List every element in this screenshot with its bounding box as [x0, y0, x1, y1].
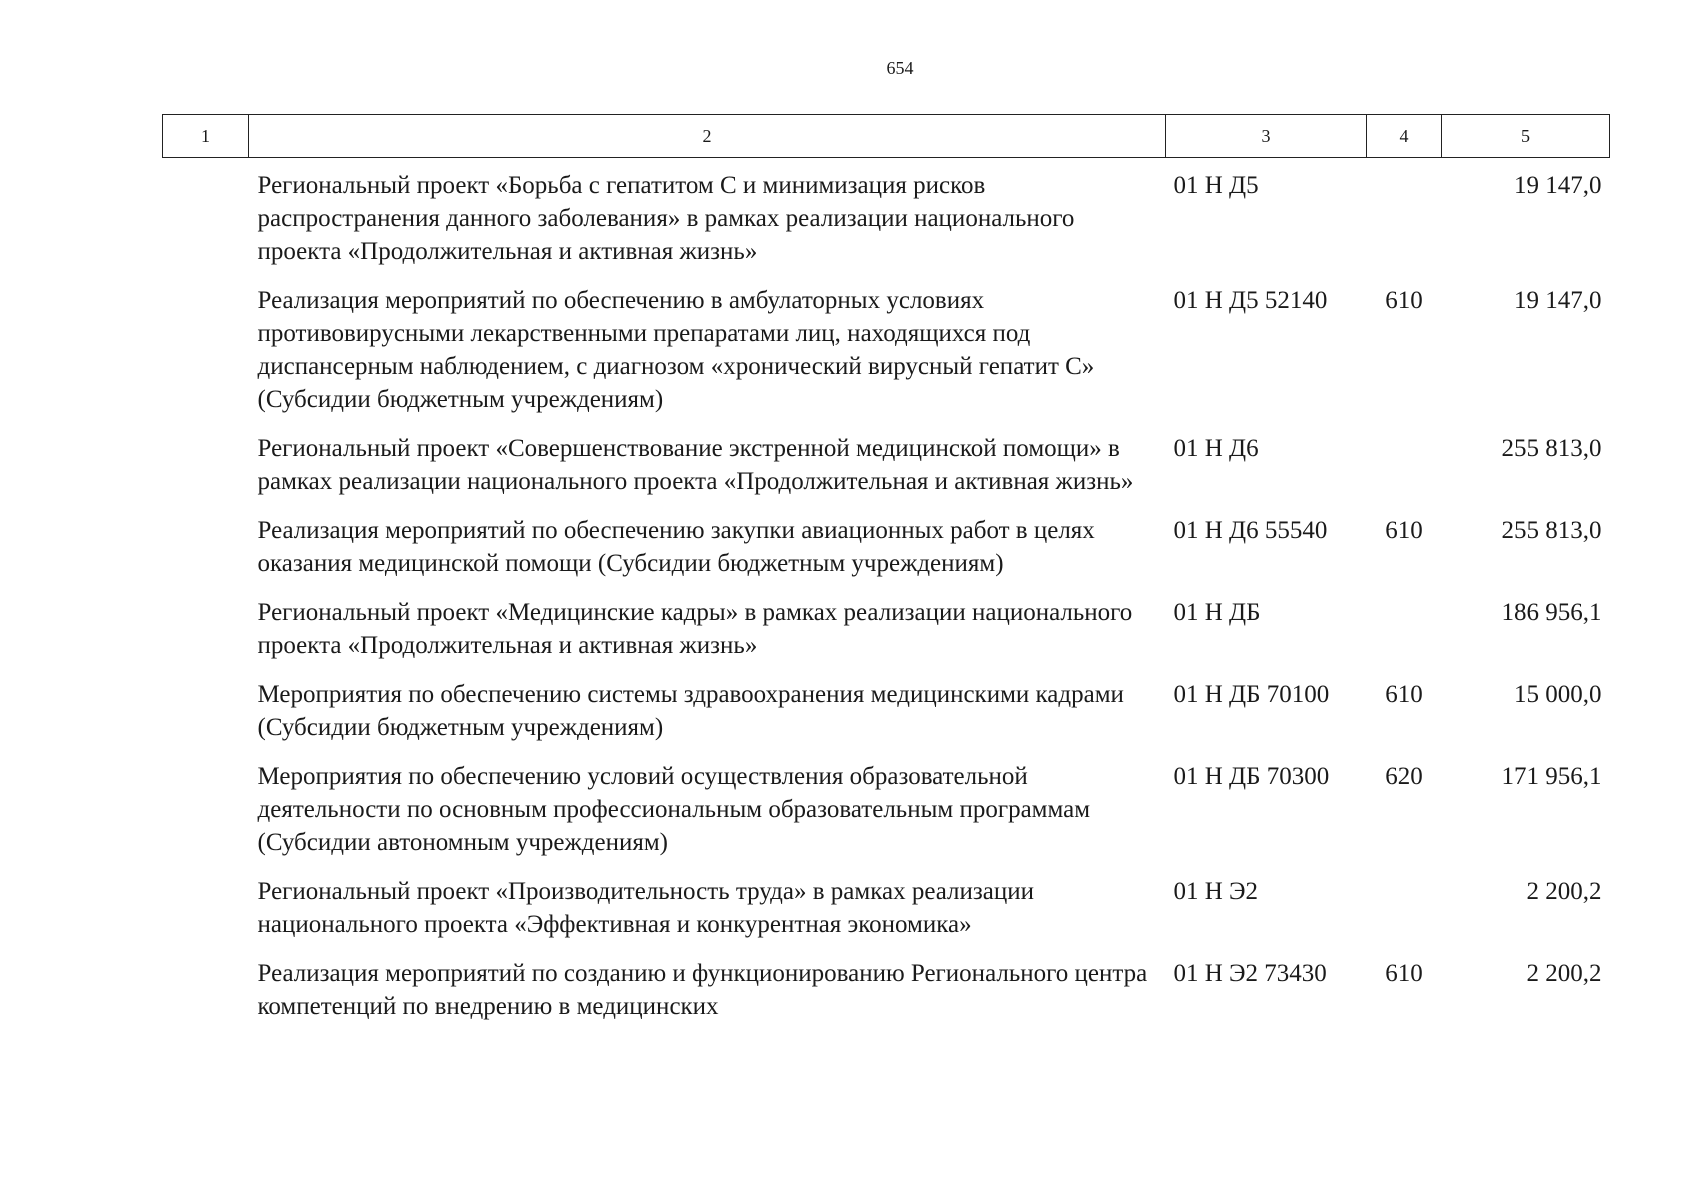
- table-row: [163, 432, 1610, 514]
- column-header-5: 5: [1442, 115, 1610, 158]
- row-expense-type: [1367, 158, 1442, 285]
- row-expense-type: 620: [1385, 763, 1423, 790]
- row-description: Региональный проект «Производительность труда» в рамках реализации национального проекта «Эффективная и конкурентная экономика»: [257, 878, 1035, 938]
- row-description: Реализация мероприятий по созданию и функционированию Регионального центра компетенций по внедрению в медицинских: [257, 960, 1148, 1020]
- table-row: [163, 284, 1610, 432]
- table-row: [163, 875, 1610, 957]
- page-number: 654: [886, 58, 914, 78]
- column-header-3: 3: [1166, 115, 1367, 158]
- column-header-4: 4: [1367, 115, 1442, 158]
- row-number-cell: [163, 875, 249, 957]
- row-description: Региональный проект «Борьба с гепатитом С и минимизация рисков распространения данного заболевания» в рамках реализации национального проекта «Продолжительная и активная жизнь»: [257, 172, 1075, 265]
- row-amount: 2 200,2: [1526, 960, 1602, 987]
- table-row: [163, 596, 1610, 678]
- row-amount: 255 813,0: [1501, 435, 1602, 462]
- row-amount: 186 956,1: [1501, 599, 1602, 626]
- row-number-cell: [163, 957, 249, 1039]
- row-code: 01 Н Д6: [1173, 435, 1259, 462]
- row-expense-type: 610: [1385, 517, 1423, 544]
- table-row: [163, 514, 1610, 596]
- row-number-cell: [163, 158, 249, 285]
- row-expense-type: [1367, 432, 1442, 514]
- row-description: Региональный проект «Медицинские кадры» в рамках реализации национального проекта «Продолжительная и активная жизнь»: [257, 599, 1133, 659]
- row-code: 01 Н Э2: [1173, 878, 1259, 905]
- table-header: [163, 115, 1610, 158]
- row-code: 01 Н ДБ 70300: [1173, 763, 1330, 790]
- row-code: 01 Н Э2 73430: [1173, 960, 1327, 987]
- row-number-cell: [163, 678, 249, 760]
- row-number-cell: [163, 432, 249, 514]
- row-description: Мероприятия по обеспечению системы здравоохранения медицинскими кадрами (Субсидии бюджетным учреждениям): [257, 681, 1124, 741]
- row-description: Реализация мероприятий по обеспечению в амбулаторных условиях противовирусными лекарственными препаратами лиц, находящихся под диспансерным наблюдением, с диагнозом «хронический вирусный гепатит С» (Субсидии бюджетным учреждениям): [257, 287, 1095, 413]
- table-body: [163, 158, 1610, 1040]
- row-amount: 19 147,0: [1514, 287, 1602, 314]
- row-amount: 171 956,1: [1501, 763, 1602, 790]
- row-number-cell: [163, 760, 249, 875]
- table-row: [163, 957, 1610, 1039]
- row-expense-type: 610: [1385, 960, 1423, 987]
- row-code: 01 Н Д6 55540: [1173, 517, 1328, 544]
- row-description: Реализация мероприятий по обеспечению закупки авиационных работ в целях оказания медицинской помощи (Субсидии бюджетным учреждениям): [257, 517, 1095, 577]
- row-amount: 15 000,0: [1514, 681, 1602, 708]
- table-row: [163, 678, 1610, 760]
- row-number-cell: [163, 284, 249, 432]
- row-number-cell: [163, 596, 249, 678]
- column-header-1: 1: [163, 115, 249, 158]
- row-description: Мероприятия по обеспечению условий осуществления образовательной деятельности по основным профессиональным образовательным программам (Субсидии автономным учреждениям): [257, 763, 1091, 856]
- header-row: [163, 115, 1610, 158]
- row-code: 01 Н Д5: [1173, 172, 1259, 199]
- row-expense-type: [1367, 875, 1442, 957]
- row-amount: 19 147,0: [1514, 172, 1602, 199]
- row-expense-type: 610: [1385, 287, 1423, 314]
- column-header-2: 2: [249, 115, 1166, 158]
- table-row: [163, 158, 1610, 285]
- row-description: Региональный проект «Совершенствование экстренной медицинской помощи» в рамках реализации национального проекта «Продолжительная и активная жизнь»: [257, 435, 1134, 495]
- row-expense-type: 610: [1385, 681, 1423, 708]
- budget-table: [162, 114, 1610, 1039]
- row-expense-type: [1367, 596, 1442, 678]
- row-code: 01 Н Д5 52140: [1173, 287, 1328, 314]
- row-amount: 255 813,0: [1501, 517, 1602, 544]
- table-row: [163, 760, 1610, 875]
- row-amount: 2 200,2: [1526, 878, 1602, 905]
- row-number-cell: [163, 514, 249, 596]
- row-code: 01 Н ДБ 70100: [1173, 681, 1330, 708]
- row-code: 01 Н ДБ: [1173, 599, 1261, 626]
